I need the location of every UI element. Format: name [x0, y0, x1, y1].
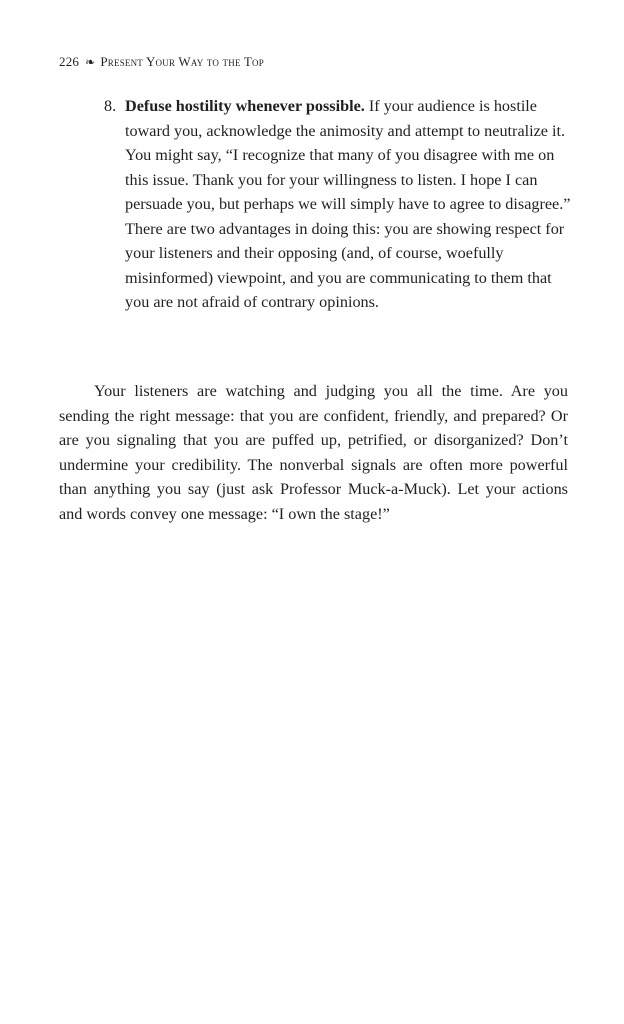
page-number: 226 — [59, 54, 80, 69]
list-item-text: If your audience is hostile toward you, acknowledge the animosity and attempt to neutralize it. You might say, “I recognize that many of you disagree with me on this issue. Thank you for your willingness to listen. I hope I can persuade you, but perhaps we will simply have to agree to disagree.” There are two advantages in doing this: you are showing respect for your listeners and their opposing (and, of course, woefully misinformed) viewpoint, and you are communicating to them that you are not afraid of contrary opinions. — [125, 97, 571, 311]
list-item-lead: Defuse hostility whenever possible. — [125, 97, 365, 115]
list-number: 8. — [104, 97, 117, 115]
running-header — [59, 54, 264, 70]
list-item-body — [125, 94, 571, 315]
list-item-8 — [104, 94, 571, 315]
body-paragraph: Your listeners are watching and judging you all the time. Are you sending the right message: that you are confident, friendly, and prepared? Or are you signaling that you are puffed up, petrified, or disorganized? Don’t undermine your credibility. The nonverbal signals are often more powerful than anything you say (just ask Professor Muck-a-Muck). Let your actions and words convey one message: “I own the stage!” — [59, 382, 568, 523]
fleuron-icon: ❧ — [85, 55, 96, 69]
running-title: Present Your Way to the Top — [100, 54, 264, 69]
